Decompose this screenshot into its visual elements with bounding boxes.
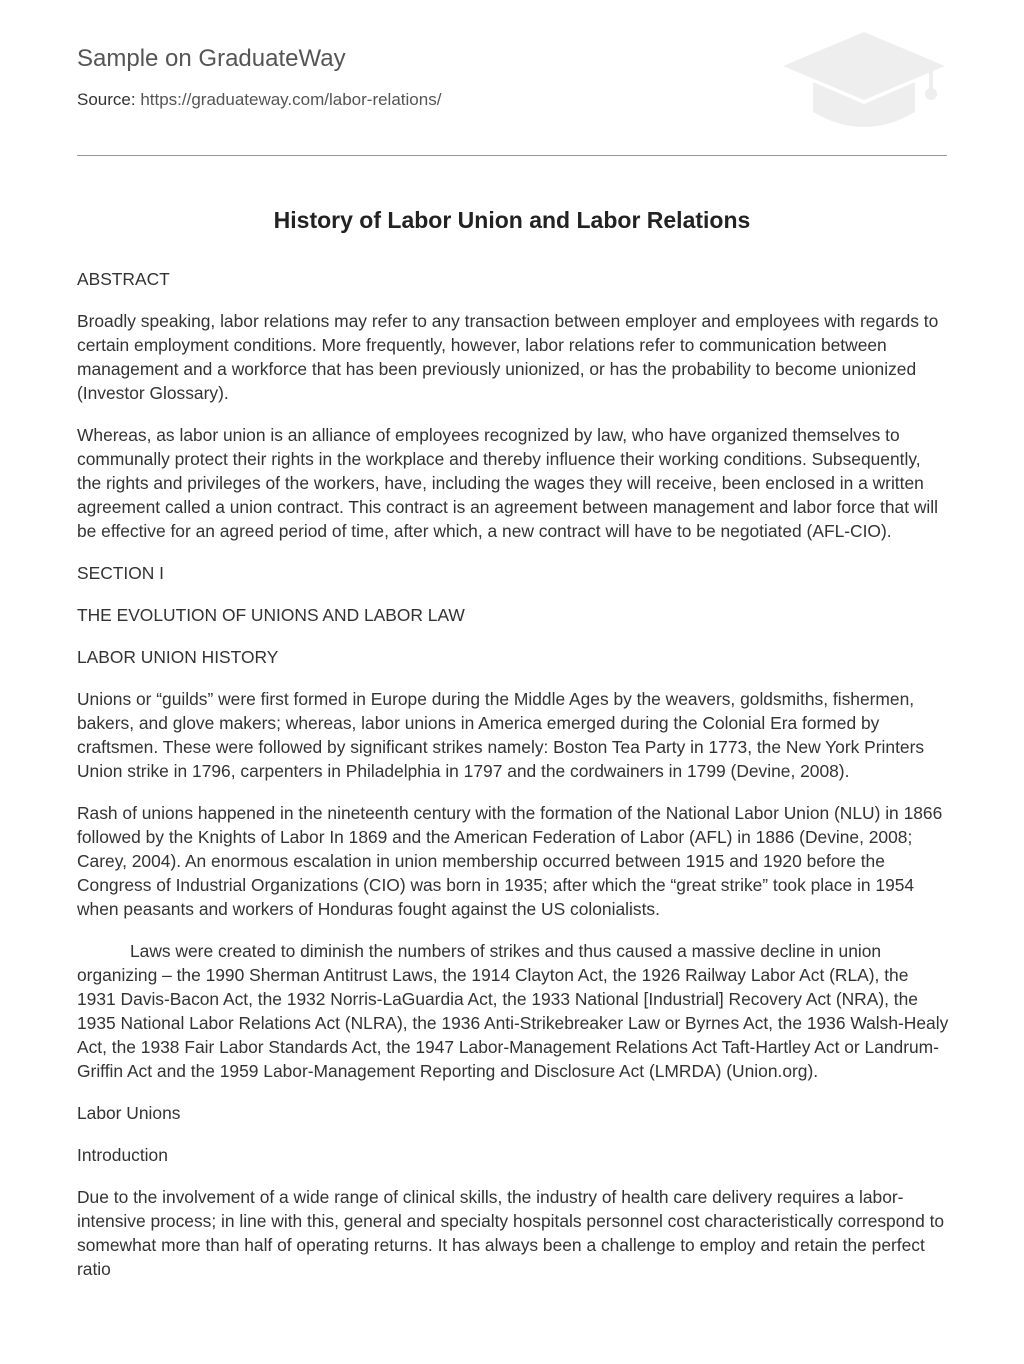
document-title: History of Labor Union and Labor Relations <box>273 207 751 233</box>
body-paragraph: Rash of unions happened in the nineteenth century with the formation of the National Labor Union (NLU) in 1866 followed by the Knights of Labor In 1869 and the American Federation of Labor (AFL) in 1886 (Devine, 2008; Carey, 2004). An enormous escalation in union membership occurred between 1915 and 1920 before the Congress of Industrial Organizations (CIO) was born in 1935; after which the “great strike” took place in 1954 when peasants and workers of Honduras fought against the US colonialists. <box>77 803 943 919</box>
site-name: Sample on GraduateWay <box>77 45 346 72</box>
body-paragraph: Whereas, as labor union is an alliance of employees recognized by law, who have organized themselves to communally protect their rights in the workplace and thereby influence their working conditions. Subsequently, the rights and privileges of the workers, have, including the wages they will receive, been enclosed in a written agreement called a union contract. This contract is an agreement between management and labor force that will be effective for an agreed period of time, after which, a new contract will have to be negotiated (AFL-CIO). <box>77 425 939 541</box>
graduation-cap-icon <box>781 30 947 134</box>
body-paragraph: Broadly speaking, labor relations may refer to any transaction between employer and employees with regards to certain employment conditions. More frequently, however, labor relations refer to communication between management and a workforce that has been previously unionized, or has the probability to become unionized (Investor Glossary). <box>77 311 939 403</box>
heading-abstract: ABSTRACT <box>77 269 170 289</box>
heading-introduction: Introduction <box>77 1145 168 1165</box>
body-paragraph: Laws were created to diminish the numbers of strikes and thus caused a massive decline in union organizing – the 1990 Sherman Antitrust Laws, the 1914 Clayton Act, the 1926 Railway Labor Act (RLA), the 1931 Davis-Bacon Act, the 1932 Norris-LaGuardia Act, the 1933 National [Industrial] Recovery Act (NRA), the 1935 National Labor Relations Act (NLRA), the 1936 Anti-Strikebreaker Law or Byrnes Act, the 1936 Walsh-Healy Act, the 1938 Fair Labor Standards Act, the 1947 Labor-Management Relations Act Taft-Hartley Act or Landrum-Griffin Act and the 1959 Labor-Management Reporting and Disclosure Act (LMRDA) (Union.org). <box>77 941 949 1081</box>
source-link[interactable]: https://graduateway.com/labor-relations/ <box>140 90 442 109</box>
page-header <box>77 0 947 156</box>
body-paragraph: Due to the involvement of a wide range of clinical skills, the industry of health care delivery requires a labor-intensive process; in line with this, general and specialty hospitals personnel cost characteristically correspond to somewhat more than half of operating returns. It has always been a challenge to employ and retain the perfect ratio <box>77 1187 945 1279</box>
heading-section-i: SECTION I <box>77 563 164 583</box>
heading-labor-unions: Labor Unions <box>77 1103 181 1123</box>
heading-labor-union-history: LABOR UNION HISTORY <box>77 647 279 667</box>
source-label: Source: <box>77 90 141 109</box>
header-divider <box>77 155 947 156</box>
heading-evolution: THE EVOLUTION OF UNIONS AND LABOR LAW <box>77 605 465 625</box>
document-body <box>77 267 949 1299</box>
source-line <box>77 89 441 111</box>
body-paragraph: Unions or “guilds” were first formed in Europe during the Middle Ages by the weavers, goldsmiths, fishermen, bakers, and glove makers; whereas, labor unions in America emerged during the Colonial Era formed by craftsmen. These were followed by significant strikes namely: Boston Tea Party in 1773, the New York Printers Union strike in 1796, carpenters in Philadelphia in 1797 and the cordwainers in 1799 (Devine, 2008). <box>77 689 925 781</box>
